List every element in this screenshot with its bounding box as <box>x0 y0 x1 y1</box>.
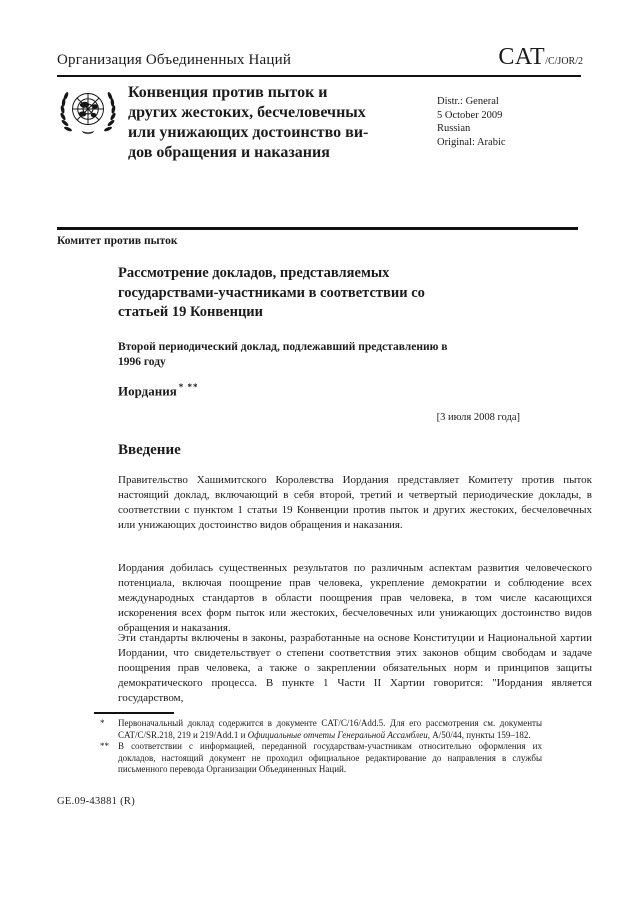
footnote-text-part: В соответствии с информацией, переданной государствам-участникам относительно оформления их докладов, настоящий документ не проходил официальное редактирование до направления в службы письменного перевода Организации Объединенных Наций. <box>118 741 542 774</box>
document-symbol-main: CAT <box>498 44 546 70</box>
section-rule <box>57 227 578 230</box>
country-name <box>118 382 199 399</box>
distr-line: Distr.: General <box>437 96 499 107</box>
distribution-info <box>437 95 506 149</box>
footnote-italic-part: Официальные отчеты Генеральной Ассамблеи <box>247 729 428 740</box>
report-title-line: статьей 19 Конвенции <box>118 304 264 320</box>
footnote-text <box>118 718 542 741</box>
un-org-name: Организация Объединенных Наций <box>57 52 292 68</box>
report-subtitle-line: Второй периодический доклад, подлежавший представлению в <box>118 341 448 353</box>
report-title <box>118 264 425 323</box>
introduction-heading: Введение <box>118 442 181 458</box>
document-symbol-suffix: /C/JOR/2 <box>545 56 583 67</box>
footnote-mark: ** <box>100 741 109 751</box>
footnotes-block <box>100 718 542 776</box>
country-footnote-marks: * ** <box>178 382 199 392</box>
convention-title-line: дов обращения и наказания <box>128 144 330 161</box>
paragraph: Эти стандарты включены в законы, разработанные на основе Конституции и Национальной хартии Иордании, что свидетельствует о степени соответствия этих законов общим свободам и задаче поощрения прав человека, а также о закреплении обязательных норм и принципов защиты демократического процесса. В пункте 1 Части II Хартии говорится: "Иордания является государством, <box>118 632 592 704</box>
footnote-separator <box>94 712 174 714</box>
distr-line: 5 October 2009 <box>437 109 503 121</box>
distr-line: Russian <box>437 123 471 134</box>
footnote-text-part: , A/50/44, пункты 159–182. <box>427 729 531 740</box>
footnote-mark: * <box>100 718 105 728</box>
convention-title-line: Конвенция против пыток и <box>128 84 328 101</box>
country-label: Иордания <box>118 383 177 399</box>
paragraph: Правительство Хашимитского Королевства Иордания представляет Комитету против пыток настоящий доклад, включающий в себя второй, третий и четвертый периодические доклады, в соответствии с пунктом 1 статьи 19 Конвенции против пыток и других жестоких, бесчеловечных или унижающих достоинство видов обращения и наказания. <box>118 474 592 531</box>
report-title-line: государствами-участниками в соответствии со <box>118 284 425 301</box>
report-subtitle <box>118 340 447 370</box>
footnote <box>100 741 542 776</box>
footnote-text-part: Первоначальный доклад содержится в документе CAT/C/16/Add.5. Для его рассмотрения см. документы CAT/C/SR.218, 219 и 219/Add.1 и <box>118 718 542 740</box>
convention-title-line: других жестоких, бесчеловечных <box>128 104 366 121</box>
footnote-text <box>118 741 542 776</box>
document-symbol <box>498 44 583 71</box>
paragraph: Иордания добилась существенных результатов по различным аспектам развития человеческого потенциала, включая поощрение прав человека, укрепление демократии и соблюдение всех международных стандартов в области поощрения прав человека, в том числе касающихся искоренения всех форм пыток или жестоких, бесчеловечных или унижающих достоинство видов обращения и наказания. <box>118 562 592 634</box>
report-subtitle-line: 1996 году <box>118 356 166 368</box>
document-sales-code: GE.09-43881 (R) <box>57 796 135 807</box>
convention-title-line: или унижающих достоинство ви- <box>128 124 369 141</box>
un-emblem-icon <box>56 83 120 145</box>
report-title-line: Рассмотрение докладов, представляемых <box>118 265 390 281</box>
footnote <box>100 718 542 741</box>
submission-date: [3 июля 2008 года] <box>436 412 520 423</box>
distr-line: Original: Arabic <box>437 136 506 148</box>
committee-name: Комитет против пыток <box>57 235 178 247</box>
header-rule <box>57 75 581 77</box>
convention-title <box>128 83 448 163</box>
